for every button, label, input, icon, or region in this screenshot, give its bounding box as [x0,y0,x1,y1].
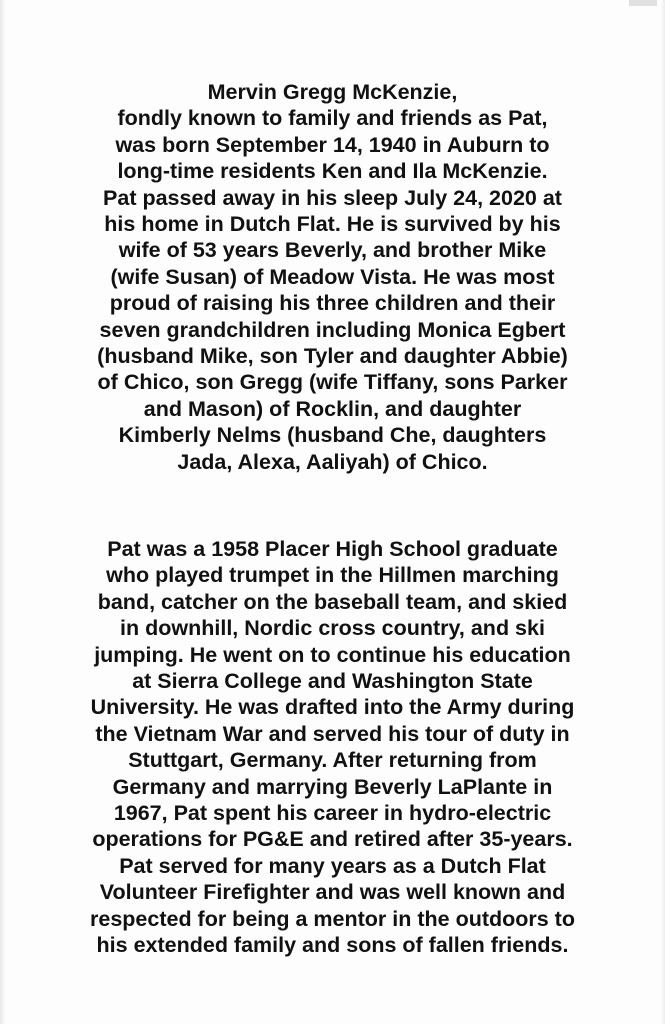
text-line: operations for PG&E and retired after 35-years. [92,827,573,852]
text-line: University. He was drafted into the Army during [90,695,575,720]
text-line: Pat served for many years as a Dutch Flat [119,853,546,878]
text-line: Pat passed away in his sleep July 24, 2020 at [103,185,562,210]
text-line: his home in Dutch Flat. He is survived by his [104,212,561,237]
text-line: at Sierra College and Washington State [132,669,533,694]
text-line: respected for being a mentor in the outdoors to [90,906,575,931]
page-right-edge [661,0,665,1024]
text-line: (husband Mike, son Tyler and daughter Abbie) [97,344,568,369]
text-line: and Mason) of Rocklin, and daughter [143,396,522,421]
text-line: of Chico, son Gregg (wife Tiffany, sons Parker [97,370,568,395]
text-line: seven grandchildren including Monica Egbert [99,317,566,342]
text-line: wife of 53 years Beverly, and brother Mike [118,238,547,263]
text-line: 1967, Pat spent his career in hydro-electric [113,801,552,826]
text-line: the Vietnam War and served his tour of duty in [95,721,570,746]
text-line: long-time residents Ken and Ila McKenzie. [117,159,548,184]
text-line: Volunteer Firefighter and was well known and [99,880,566,905]
text-line: who played trumpet in the Hillmen marching [106,563,559,588]
text-line: Mervin Gregg McKenzie, [207,80,458,104]
text-line: his extended family and sons of fallen friends. [96,933,569,958]
text-line: Germany and marrying Beverly LaPlante in [112,774,553,799]
text-line: was born September 14, 1940 in Auburn to [115,132,550,157]
text-line: Jada, Alexa, Aaliyah) of Chico. [177,449,488,474]
obituary-paragraph-1 [30,79,635,475]
text-line: in downhill, Nordic cross country, and ski [120,616,545,641]
text-line: Stuttgart, Germany. After returning from [128,748,537,773]
text-line: jumping. He went on to continue his education [94,642,571,667]
obituary-paragraph-2 [30,536,635,959]
text-line: band, catcher on the baseball team, and skied [97,589,568,614]
text-line: Pat was a 1958 Placer High School graduate [107,537,558,561]
page-corner-mark [629,0,657,6]
page-left-edge [0,0,6,1024]
text-line: fondly known to family and friends as Pat, [117,106,548,131]
text-line: proud of raising his three children and their [109,291,556,316]
text-line: Kimberly Nelms (husband Che, daughters [118,423,547,448]
text-line: (wife Susan) of Meadow Vista. He was most [110,264,555,289]
